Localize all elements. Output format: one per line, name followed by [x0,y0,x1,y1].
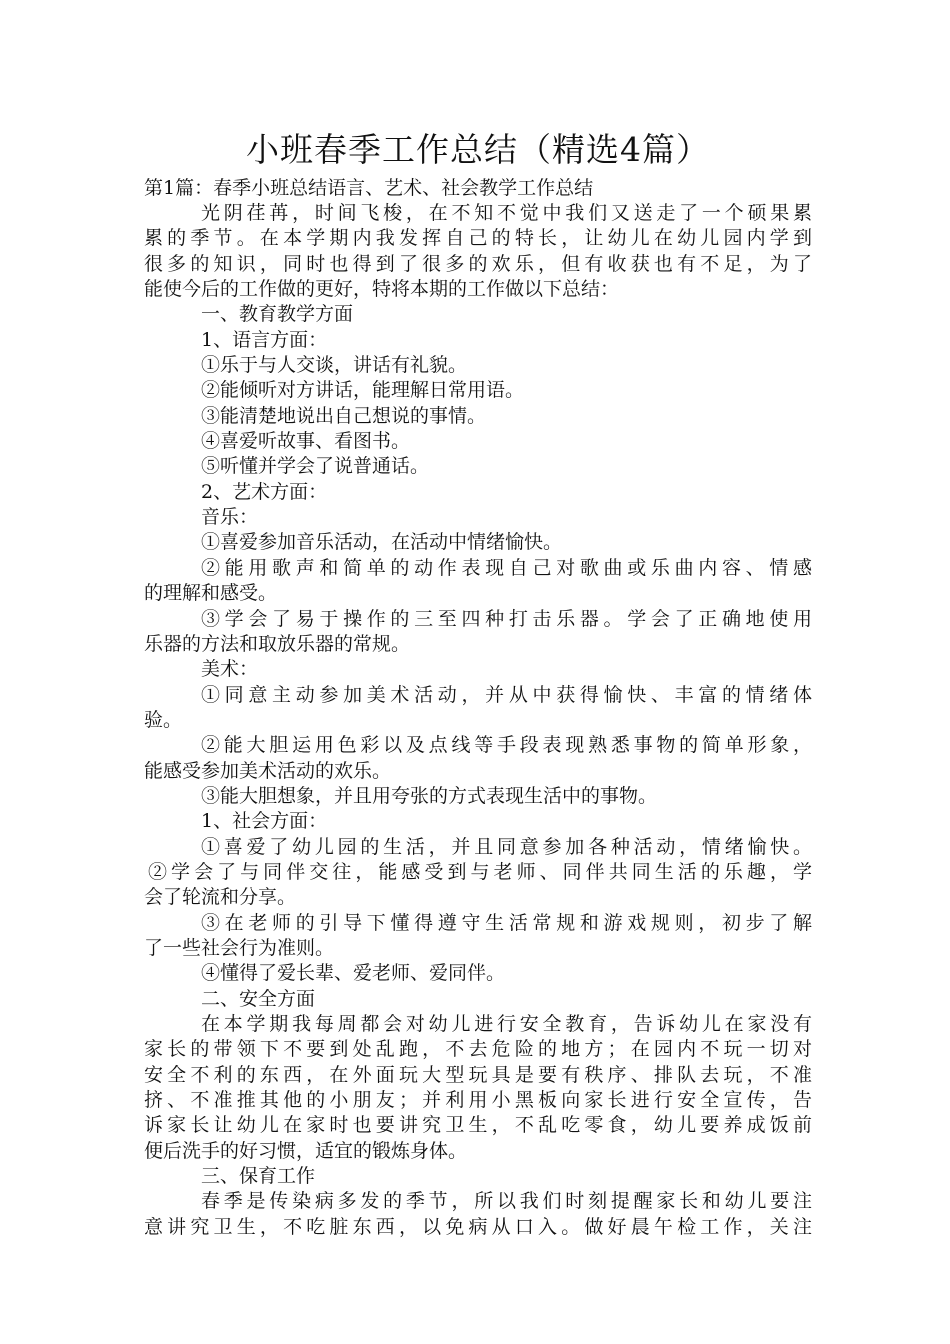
body-line: 便后洗手的好习惯，适宜的锻炼身体。 [144,1139,468,1162]
body-line: 意讲究卫生，不吃脏东西，以免病从口入。做好晨午检工作，关注 [144,1215,812,1238]
body-line: ②能倾听对方讲话，能理解日常用语。 [201,379,525,402]
document-content [144,128,812,1240]
body-line: 诉家长让幼儿在家时也要讲究卫生，不乱吃零食，幼儿要养成饭前 [144,1114,812,1137]
body-line: 乐器的方法和取放乐器的常规。 [144,632,411,655]
body-line: 很多的知识，同时也得到了很多的欢乐，但有收获也有不足，为了 [144,252,812,275]
body-line: 光阴荏苒，时间飞梭，在不知不觉中我们又送走了一个硕果累 [201,202,812,224]
body-line: 累的季节。在本学期内我发挥自己的特长，让幼儿在幼儿园内学到 [144,227,812,250]
body-line: 的理解和感受。 [144,582,278,605]
body-line: ④懂得了爱长辈、爱老师、爱同伴。 [201,962,506,985]
body-line: ①同意主动参加美术活动，并从中获得愉快、丰富的情绪体 [201,683,812,706]
body-line: ①喜爱了幼儿园的生活，并且同意参加各种活动，情绪愉快。 [201,835,812,858]
body-line: 一、教育教学方面 [201,303,354,326]
body-line: 1、语言方面： [201,328,328,351]
body-line: ②能大胆运用色彩以及点线等手段表现熟悉事物的简单形象， [201,734,812,757]
body-line: 能使今后的工作做的更好，特将本期的工作做以下总结： [144,278,620,301]
body-line: 了一些社会行为准则。 [144,936,335,959]
body-line: 二、安全方面 [201,987,316,1010]
body-line: ③能清楚地说出自己想说的事情。 [201,404,487,427]
body-line: 家长的带领下不要到处乱跑，不去危险的地方；在园内不玩一切对 [144,1038,812,1061]
document-subtitle: 第1篇：春季小班总结语言、艺术、社会教学工作总结 [144,177,594,199]
body-line: 1、社会方面： [201,810,328,833]
body-line: ②能用歌声和简单的动作表现自己对歌曲或乐曲内容、情感 [201,556,812,579]
body-line: 春季是传染病多发的季节，所以我们时刻提醒家长和幼儿要注 [201,1190,812,1213]
body-line: ③能大胆想象，并且用夸张的方式表现生活中的事物。 [201,784,658,807]
body-line: ②学会了与同伴交往，能感受到与老师、同伴共同生活的乐趣，学 [148,860,812,883]
body-line: 会了轮流和分享。 [144,886,297,909]
document-body [144,201,812,1240]
body-line: 挤、不准推其他的小朋友；并利用小黑板向家长进行安全宣传，告 [144,1089,812,1112]
body-line: ⑤听懂并学会了说普通话。 [201,455,430,478]
body-line: 能感受参加美术活动的欢乐。 [144,759,392,782]
body-line: 2、艺术方面： [201,480,328,503]
body-line: ③学会了易于操作的三至四种打击乐器。学会了正确地使用 [201,607,812,630]
body-line: ④喜爱听故事、看图书。 [201,430,411,453]
body-line: ①乐于与人交谈，讲话有礼貌。 [201,354,468,377]
body-line: 在本学期我每周都会对幼儿进行安全教育，告诉幼儿在家没有 [201,1013,812,1035]
document-title: 小班春季工作总结（精选4篇） [246,130,710,169]
body-line: ①喜爱参加音乐活动，在活动中情绪愉快。 [201,531,563,554]
body-line: ③在老师的引导下懂得遵守生活常规和游戏规则，初步了解 [201,911,812,934]
body-line: 验。 [144,708,183,731]
body-line: 三、保育工作 [201,1165,316,1188]
body-line: 美术： [201,658,259,681]
body-line: 安全不利的东西，在外面玩大型玩具是要有秩序、排队去玩，不准 [144,1063,812,1086]
body-line: 音乐： [201,506,259,529]
